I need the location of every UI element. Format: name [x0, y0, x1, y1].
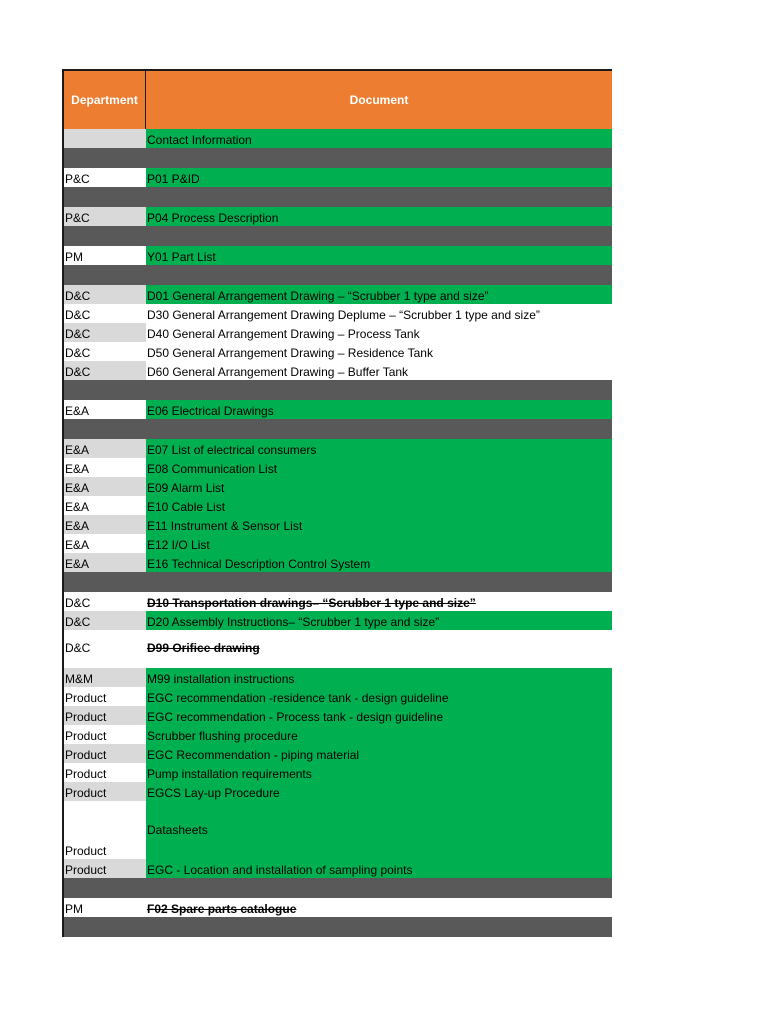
table-row: [64, 763, 612, 782]
document-cell[interactable]: P04 Process Description: [146, 207, 612, 226]
column-header-document-label: Document: [349, 93, 409, 107]
department-cell[interactable]: M&M: [64, 668, 146, 687]
document-cell[interactable]: E07 List of electrical consumers: [146, 439, 612, 458]
section-separator: [64, 187, 612, 207]
department-cell[interactable]: P&C: [64, 207, 146, 226]
department-cell[interactable]: [64, 129, 146, 148]
document-cell[interactable]: Contact Information: [146, 129, 612, 148]
department-cell[interactable]: P&C: [64, 168, 146, 187]
table-row: [64, 304, 612, 323]
document-table: [62, 69, 612, 937]
table-body: [64, 129, 612, 937]
table-row: [64, 361, 612, 380]
column-header-department[interactable]: [64, 71, 146, 129]
table-row: [64, 898, 612, 917]
document-cell[interactable]: D30 General Arrangement Drawing Deplume – “Scrubber 1 type and size”: [146, 304, 612, 323]
document-cell[interactable]: E06 Electrical Drawings: [146, 400, 612, 419]
section-separator: [64, 226, 612, 246]
document-cell[interactable]: Y01 Part List: [146, 246, 612, 265]
table-row: [64, 859, 612, 878]
document-cell[interactable]: E10 Cable List: [146, 496, 612, 515]
document-cell[interactable]: D60 General Arrangement Drawing – Buffer Tank: [146, 361, 612, 380]
document-cell[interactable]: D01 General Arrangement Drawing – “Scrubber 1 type and size”: [146, 285, 612, 304]
department-cell[interactable]: Product: [64, 744, 146, 763]
table-row: [64, 129, 612, 148]
department-cell[interactable]: E&A: [64, 439, 146, 458]
table-header: [64, 69, 612, 129]
table-row: [64, 515, 612, 534]
table-row: [64, 801, 612, 859]
department-cell[interactable]: PM: [64, 898, 146, 917]
department-cell[interactable]: E&A: [64, 515, 146, 534]
column-header-department-label: Department: [71, 93, 138, 107]
document-cell[interactable]: EGC Recommendation - piping material: [146, 744, 612, 763]
table-row: [64, 744, 612, 763]
document-cell[interactable]: D10 Transportation drawings– “Scrubber 1 type and size”: [146, 592, 612, 611]
document-cell[interactable]: EGC recommendation -residence tank - design guideline: [146, 687, 612, 706]
department-cell[interactable]: E&A: [64, 458, 146, 477]
table-row: [64, 168, 612, 187]
document-cell[interactable]: Scrubber flushing procedure: [146, 725, 612, 744]
column-header-document[interactable]: [146, 71, 612, 129]
table-row: [64, 285, 612, 304]
table-row: [64, 553, 612, 572]
table-row: [64, 246, 612, 265]
department-cell[interactable]: Product: [64, 687, 146, 706]
department-cell[interactable]: Product: [64, 725, 146, 744]
department-cell[interactable]: E&A: [64, 534, 146, 553]
table-row: [64, 496, 612, 515]
department-cell[interactable]: D&C: [64, 304, 146, 323]
table-row: [64, 534, 612, 553]
department-cell[interactable]: D&C: [64, 592, 146, 611]
department-cell[interactable]: Product: [64, 859, 146, 878]
section-separator: [64, 878, 612, 898]
table-row: [64, 782, 612, 801]
department-cell[interactable]: D&C: [64, 630, 146, 668]
table-row: [64, 611, 612, 630]
document-cell[interactable]: E12 I/O List: [146, 534, 612, 553]
section-separator: [64, 419, 612, 439]
table-row: [64, 323, 612, 342]
section-separator: [64, 380, 612, 400]
table-row: [64, 725, 612, 744]
section-separator: [64, 917, 612, 937]
document-cell[interactable]: D50 General Arrangement Drawing – Residence Tank: [146, 342, 612, 361]
department-cell[interactable]: D&C: [64, 323, 146, 342]
document-cell[interactable]: E11 Instrument & Sensor List: [146, 515, 612, 534]
department-cell[interactable]: E&A: [64, 496, 146, 515]
document-cell[interactable]: EGC - Location and installation of sampling points: [146, 859, 612, 878]
section-separator: [64, 572, 612, 592]
document-cell[interactable]: D20 Assembly Instructions– “Scrubber 1 type and size”: [146, 611, 612, 630]
department-cell[interactable]: Product: [64, 706, 146, 725]
department-cell[interactable]: D&C: [64, 611, 146, 630]
document-cell[interactable]: Pump installation requirements: [146, 763, 612, 782]
table-row: [64, 668, 612, 687]
document-cell[interactable]: EGC recommendation - Process tank - design guideline: [146, 706, 612, 725]
document-cell[interactable]: Datasheets: [146, 801, 612, 859]
section-separator: [64, 148, 612, 168]
document-cell[interactable]: E16 Technical Description Control System: [146, 553, 612, 572]
document-cell[interactable]: P01 P&ID: [146, 168, 612, 187]
table-row: [64, 592, 612, 611]
table-row: [64, 706, 612, 725]
table-row: [64, 477, 612, 496]
section-separator: [64, 265, 612, 285]
department-cell[interactable]: D&C: [64, 342, 146, 361]
document-cell[interactable]: D40 General Arrangement Drawing – Process Tank: [146, 323, 612, 342]
table-row: [64, 687, 612, 706]
table-row: [64, 207, 612, 226]
department-cell[interactable]: Product: [64, 782, 146, 801]
document-cell[interactable]: M99 installation instructions: [146, 668, 612, 687]
table-row: [64, 458, 612, 477]
department-cell[interactable]: D&C: [64, 285, 146, 304]
table-row: [64, 439, 612, 458]
department-cell[interactable]: PM: [64, 246, 146, 265]
table-row: [64, 630, 612, 668]
department-cell[interactable]: E&A: [64, 477, 146, 496]
document-cell[interactable]: D99 Orifice drawing: [146, 630, 612, 668]
table-row: [64, 342, 612, 361]
department-cell[interactable]: Product: [64, 763, 146, 782]
document-cell[interactable]: F02 Spare parts catalogue: [146, 898, 612, 917]
department-cell[interactable]: E&A: [64, 400, 146, 419]
document-cell[interactable]: E08 Communication List: [146, 458, 612, 477]
department-cell[interactable]: D&C: [64, 361, 146, 380]
document-cell[interactable]: EGCS Lay-up Procedure: [146, 782, 612, 801]
department-cell[interactable]: E&A: [64, 553, 146, 572]
table-row: [64, 400, 612, 419]
document-cell[interactable]: E09 Alarm List: [146, 477, 612, 496]
department-cell[interactable]: Product: [64, 801, 146, 859]
